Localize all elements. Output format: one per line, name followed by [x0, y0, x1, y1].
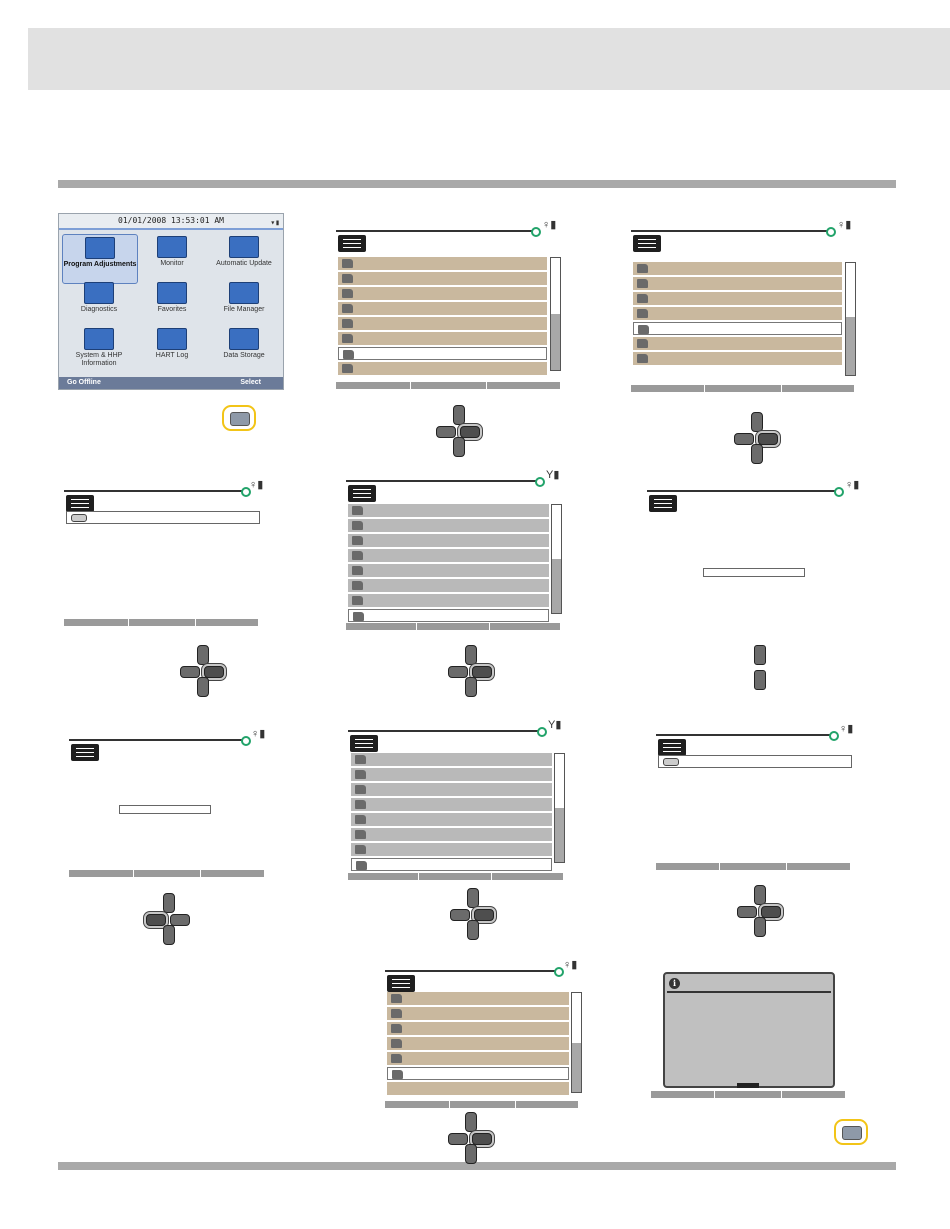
dialog-title-rule [667, 991, 831, 993]
folder-row-selected[interactable] [338, 347, 547, 360]
auto-update-icon [229, 236, 259, 258]
folder-list [387, 992, 569, 1097]
folder-row[interactable] [633, 307, 842, 320]
text-input-field[interactable] [66, 511, 260, 524]
folder-row[interactable] [338, 302, 547, 315]
enter-key-icon[interactable] [222, 405, 256, 431]
dpad-icon[interactable] [436, 405, 480, 457]
home-screen [58, 213, 284, 390]
adjustments-menu-icon [658, 739, 686, 756]
softkey-bar [59, 377, 283, 389]
folder-row[interactable] [348, 579, 549, 592]
enter-key-icon[interactable] [834, 1119, 868, 1145]
dpad-icon[interactable] [737, 885, 781, 937]
folder-row[interactable] [351, 828, 552, 841]
folder-row[interactable] [351, 843, 552, 856]
tile-favorites[interactable] [135, 280, 209, 328]
folder-list-screen [346, 468, 566, 632]
dpad-icon[interactable] [448, 1112, 492, 1164]
folder-row[interactable] [351, 783, 552, 796]
adjustments-menu-icon [387, 975, 415, 992]
value-input-field[interactable] [703, 568, 805, 577]
folder-row[interactable] [387, 1007, 569, 1020]
tile-label: Monitor [160, 260, 184, 267]
dpad-icon[interactable] [180, 645, 224, 697]
dpad-icon[interactable] [448, 645, 492, 697]
status-datetime: 01/01/2008 13:53:01 AM [118, 216, 224, 225]
log-icon [157, 328, 187, 350]
tile-data-storage[interactable] [207, 326, 281, 374]
tile-file-manager[interactable] [207, 280, 281, 328]
folder-list [633, 262, 842, 367]
info-icon: i [669, 978, 680, 989]
dialog-key-tab [737, 1083, 759, 1088]
status-icons: Y▮ [548, 719, 562, 731]
adjustments-menu-icon [350, 735, 378, 752]
tile-system-information[interactable] [62, 326, 136, 374]
arrow-down-key-icon[interactable] [754, 645, 766, 665]
folder-row-selected[interactable] [387, 1067, 569, 1080]
status-icons: ♀▮ [249, 479, 264, 491]
folder-row-selected[interactable] [348, 609, 549, 622]
folder-row[interactable] [351, 768, 552, 781]
folder-list [351, 753, 552, 873]
folder-row-selected[interactable] [351, 858, 552, 871]
tile-label: Automatic Update [216, 260, 272, 267]
scrollbar[interactable] [551, 504, 562, 614]
value-entry-screen [647, 478, 867, 598]
tile-label: File Manager [223, 306, 265, 313]
folder-row[interactable] [351, 753, 552, 766]
text-input-field[interactable] [658, 755, 852, 768]
softkey-bar [69, 870, 264, 877]
folder-row[interactable] [387, 1052, 569, 1065]
folder-row[interactable] [348, 549, 549, 562]
top-header-band [28, 28, 950, 90]
folder-list-screen [385, 958, 585, 1110]
softkey-bar [348, 873, 563, 880]
value-entry-screen [69, 727, 269, 879]
folder-row[interactable] [387, 1082, 569, 1095]
softkey-bar [656, 863, 850, 870]
folder-list-screen [348, 718, 568, 882]
adjustments-menu-icon [66, 495, 94, 512]
dpad-icon[interactable] [450, 888, 494, 940]
status-icons: ♀▮ [542, 219, 557, 231]
file-manager-icon [229, 282, 259, 304]
folder-row[interactable] [633, 277, 842, 290]
scrollbar[interactable] [554, 753, 565, 863]
folder-row[interactable] [338, 272, 547, 285]
dpad-icon[interactable] [734, 412, 778, 464]
status-icons: ♀▮ [563, 959, 578, 971]
status-icons: ♀▮ [845, 479, 860, 491]
adjustments-menu-icon [338, 235, 366, 252]
text-entry-screen [656, 722, 856, 874]
folder-row[interactable] [338, 287, 547, 300]
folder-list [338, 257, 547, 377]
status-icons: ♀▮ [251, 728, 266, 740]
stethoscope-icon [84, 282, 114, 304]
tile-diagnostics[interactable] [62, 280, 136, 328]
tile-monitor[interactable] [135, 234, 209, 282]
folder-row[interactable] [633, 292, 842, 305]
status-icons: ♀▮ [839, 723, 854, 735]
folder-row[interactable] [351, 798, 552, 811]
tile-automatic-update[interactable] [207, 234, 281, 282]
folder-row[interactable] [348, 564, 549, 577]
tile-label: Data Storage [223, 352, 265, 359]
folder-row[interactable] [348, 519, 549, 532]
folder-row[interactable] [338, 257, 547, 270]
folder-row[interactable] [338, 332, 547, 345]
adjustments-menu-icon [649, 495, 677, 512]
folder-row[interactable] [633, 337, 842, 350]
softkey-bar [651, 1091, 845, 1098]
arrow-up-key-icon[interactable] [754, 670, 766, 690]
softkey-select[interactable]: Select [240, 379, 261, 386]
favorites-icon [157, 282, 187, 304]
folder-row[interactable] [387, 1022, 569, 1035]
folder-row[interactable] [633, 262, 842, 275]
folder-row[interactable] [338, 362, 547, 375]
folder-row[interactable] [351, 813, 552, 826]
folder-row[interactable] [387, 1037, 569, 1050]
tile-label: Diagnostics [80, 306, 118, 313]
folder-row[interactable] [338, 317, 547, 330]
top-divider-rule [58, 180, 896, 188]
folder-row[interactable] [348, 534, 549, 547]
softkey-bar [336, 382, 560, 389]
tile-label: Program Adjustments [63, 261, 137, 268]
folder-list-screen [336, 218, 566, 394]
softkey-bar [64, 619, 258, 626]
info-dialog [663, 972, 835, 1088]
softkey-bar [346, 623, 560, 630]
battery-icon: ▾▮ [270, 218, 280, 227]
folder-list [348, 504, 549, 624]
softkey-bar [631, 385, 854, 392]
scrollbar[interactable] [845, 262, 856, 376]
status-icons: ♀▮ [837, 219, 852, 231]
softkey-bar [385, 1101, 578, 1108]
tile-label: System & HHP Information [75, 352, 123, 367]
monitor-icon [157, 236, 187, 258]
adjustments-menu-icon [71, 744, 99, 761]
folder-list-screen [631, 218, 861, 396]
status-icons: Y▮ [546, 469, 560, 481]
sliders-icon [85, 237, 115, 259]
tile-label: HART Log [155, 352, 189, 359]
softkey-go-offline[interactable]: Go Offline [67, 379, 101, 386]
folder-row[interactable] [387, 992, 569, 1005]
status-bar [59, 214, 283, 230]
text-entry-screen [64, 478, 264, 628]
dpad-icon[interactable] [146, 893, 190, 945]
folder-row-selected[interactable] [633, 322, 842, 335]
tile-hart-log[interactable] [135, 326, 209, 374]
scrollbar[interactable] [550, 257, 561, 371]
tile-label: Favorites [157, 306, 187, 313]
scrollbar[interactable] [571, 992, 582, 1093]
adjustments-menu-icon [348, 485, 376, 502]
tile-program-adjustments[interactable] [62, 234, 138, 284]
folder-row[interactable] [348, 594, 549, 607]
info-icon [84, 328, 114, 350]
value-input-field[interactable] [119, 805, 211, 814]
data-storage-icon [229, 328, 259, 350]
folder-row[interactable] [348, 504, 549, 517]
folder-row[interactable] [633, 352, 842, 365]
adjustments-menu-icon [633, 235, 661, 252]
